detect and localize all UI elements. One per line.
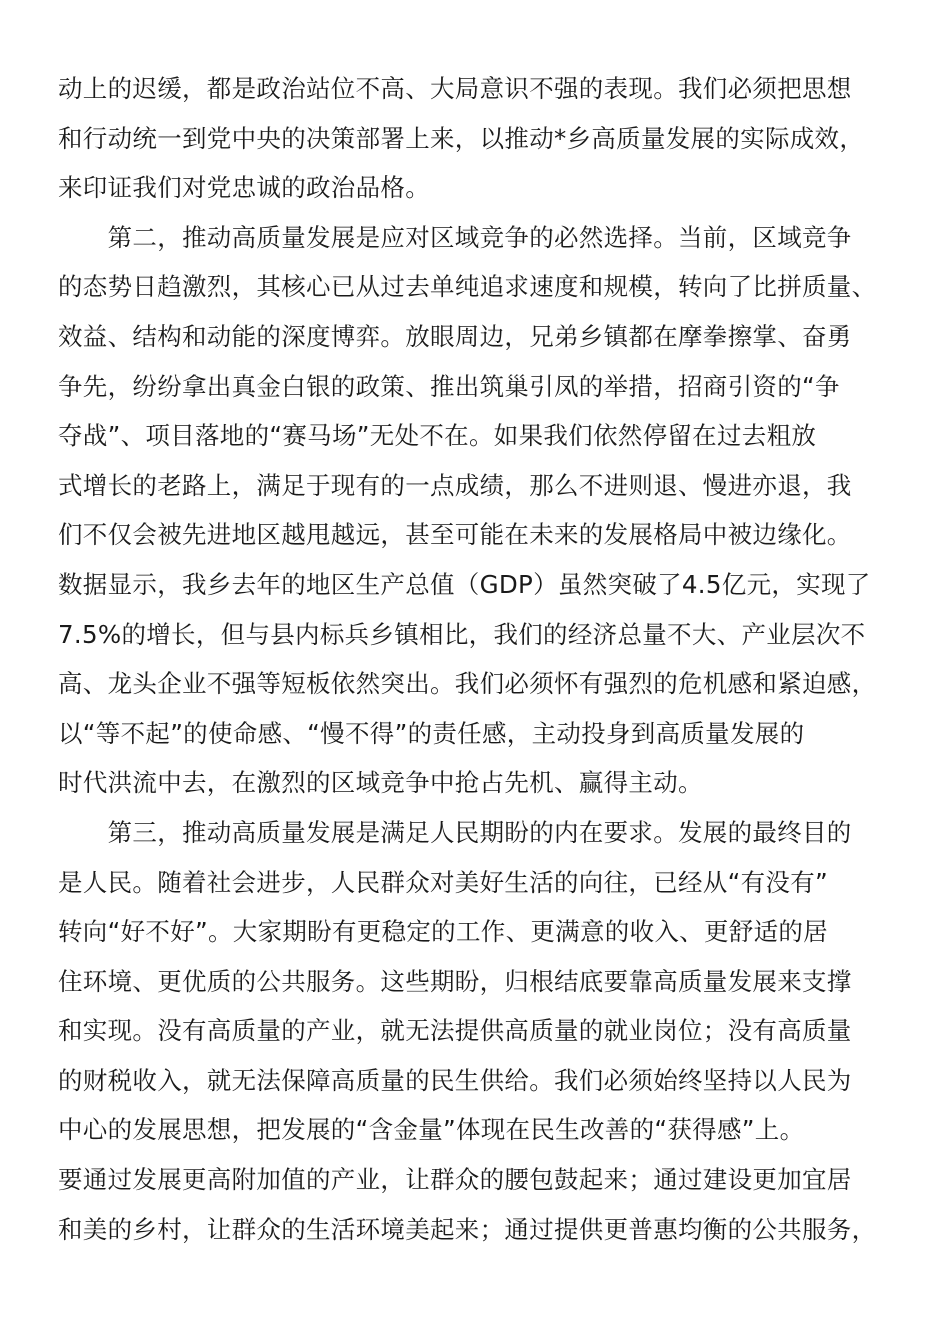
text-line: 动上的迟缓，都是政治站位不高、大局意识不强的表现。我们必须把思想 [58,74,852,103]
text-line: 争先，纷纷拿出真金白银的政策、推出筑巢引凤的举措，招商引资的“争 [58,371,840,401]
text-line: 时代洪流中去，在激烈的区域竞争中抢占先机、赢得主动。 [58,768,703,798]
text-line: 和行动统一到党中央的决策部署上来，以推动*乡高质量发展的实际成效， [58,123,865,153]
text-line: 转向“好不好”。大家期盼有更稳定的工作、更满意的收入、更舒适的居 [58,917,828,947]
text-line: 高、龙头企业不强等短板依然突出。我们必须怀有强烈的危机感和紧迫感， [58,669,877,699]
text-line: 效益、结构和动能的深度博弈。放眼周边，兄弟乡镇都在摩拳擦掌、奋勇 [58,321,852,351]
text-line: 的态势日趋激烈，其核心已从过去单纯追求速度和规模，转向了比拼质量、 [58,272,877,302]
text-line: 住环境、更优质的公共服务。这些期盼，归根结底要靠高质量发展来支撑 [58,966,852,996]
text-line: 中心的发展思想，把发展的“含金量”体现在民生改善的“获得感”上。 [58,1115,805,1145]
text-line: 来印证我们对党忠诚的政治品格。 [58,173,430,203]
text-line: 和实现。没有高质量的产业，就无法提供高质量的就业岗位；没有高质量 [58,1016,852,1046]
text-line: 要通过发展更高附加值的产业，让群众的腰包鼓起来；通过建设更加宜居 [58,1165,852,1195]
text-line: 式增长的老路上，满足于现有的一点成绩，那么不进则退、慢进亦退，我 [58,470,852,500]
text-line: 第二，推动高质量发展是应对区域竞争的必然选择。当前，区域竞争 [58,222,852,252]
text-line: 的财税收入，就无法保障高质量的民生供给。我们必须始终坚持以人民为 [58,1065,852,1095]
text-line: 们不仅会被先进地区越甩越远，甚至可能在未来的发展格局中被边缘化。 [58,520,852,550]
text-line: 是人民。随着社会进步，人民群众对美好生活的向往，已经从“有没有” [58,867,828,897]
document-body [58,64,896,1254]
text-line: 和美的乡村，让群众的生活环境美起来；通过提供更普惠均衡的公共服务， [58,1214,877,1244]
text-line: 第三，推动高质量发展是满足人民期盼的内在要求。发展的最终目的 [58,817,852,847]
text-line: 以“等不起”的使命感、“慢不得”的责任感，主动投身到高质量发展的 [58,718,805,748]
text-line: 7.5%的增长，但与县内标兵乡镇相比，我们的经济总量不大、产业层次不 [58,619,866,649]
text-line: 数据显示，我乡去年的地区生产总值（GDP）虽然突破了4.5亿元，实现了 [58,569,871,599]
text-line: 夺战”、项目落地的“赛马场”无处不在。如果我们依然停留在过去粗放 [58,421,817,451]
